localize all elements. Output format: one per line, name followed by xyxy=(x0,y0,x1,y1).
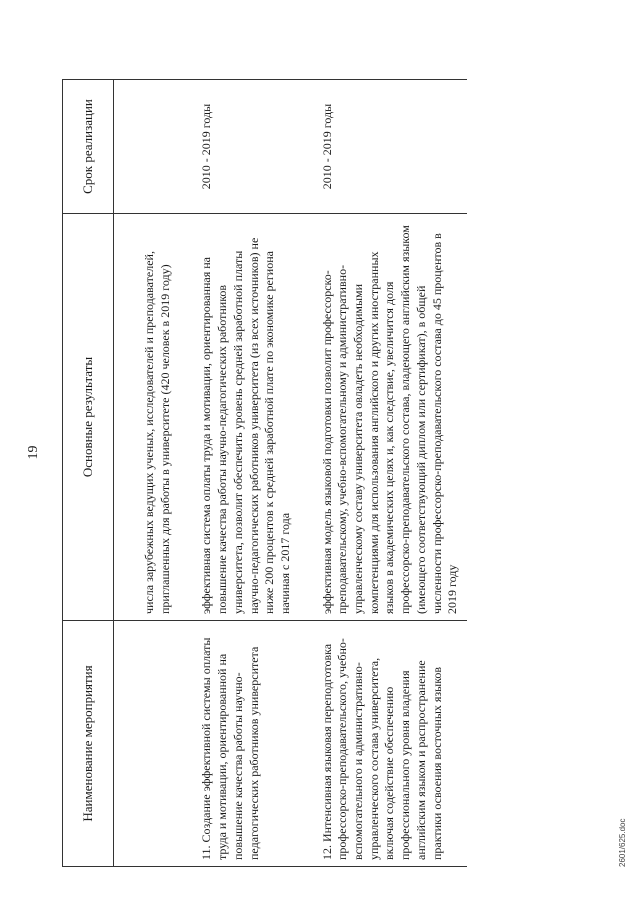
file-code: 2601/625.doc xyxy=(618,818,627,867)
event-period-cell: 2010 - 2019 годы xyxy=(312,80,467,214)
page-number: 19 xyxy=(26,445,41,460)
event-name-cell xyxy=(114,621,192,867)
event-period-cell: 2010 - 2019 годы xyxy=(191,80,311,214)
event-name-cell: 11. Создание эффективной системы оплаты труда и мотивации, ориентированной на повышение качества работы научно-педагогических работников университета xyxy=(191,621,311,867)
events-table xyxy=(62,79,467,867)
table-header-row xyxy=(63,80,114,867)
event-name-cell: 12. Интенсивная языковая переподготовка профессорско-преподавательского, учебно-вспомогательного и административно-управленческого состава университета, включая содействие обеспечению профессионального уровня владения английским языком и распространение практики освоения восточных языков xyxy=(312,621,467,867)
header-implementation-period: Срок реализации xyxy=(63,80,114,214)
header-event-name: Наименование мероприятия xyxy=(63,621,114,867)
event-period-cell xyxy=(114,80,192,214)
table-row xyxy=(312,80,467,867)
event-results-cell: числа зарубежных ведущих ученых, исследователей и преподавателей, приглашенных для работы в университете (420 человек в 2019 году) xyxy=(114,214,192,621)
table-row xyxy=(191,80,311,867)
header-main-results: Основные результаты xyxy=(63,214,114,621)
event-results-cell: эффективная модель языковой подготовки позволит профессорско-преподавательскому, учебно-вспомогательному и административно-управленческому составу университета овладеть необходимыми компетенциями для использования английского и других иностранных языков в академических целях и, как следствие, увеличится доля профессорско-преподавательского состава, владеющего английским языком (имеющего соответствующий диплом или сертификат), в общей численности профессорско-преподавательского состава до 45 процентов в 2019 году xyxy=(312,214,467,621)
event-results-cell: эффективная система оплаты труда и мотивации, ориентированная на повышение качества работы научно-педагогических работников университета, позволит обеспечить уровень средней заработной платы научно-педагогических работников университета (из всех источников) не ниже 200 процентов к средней заработной плате по экономике региона начиная с 2017 года xyxy=(191,214,311,621)
table-row xyxy=(114,80,192,867)
